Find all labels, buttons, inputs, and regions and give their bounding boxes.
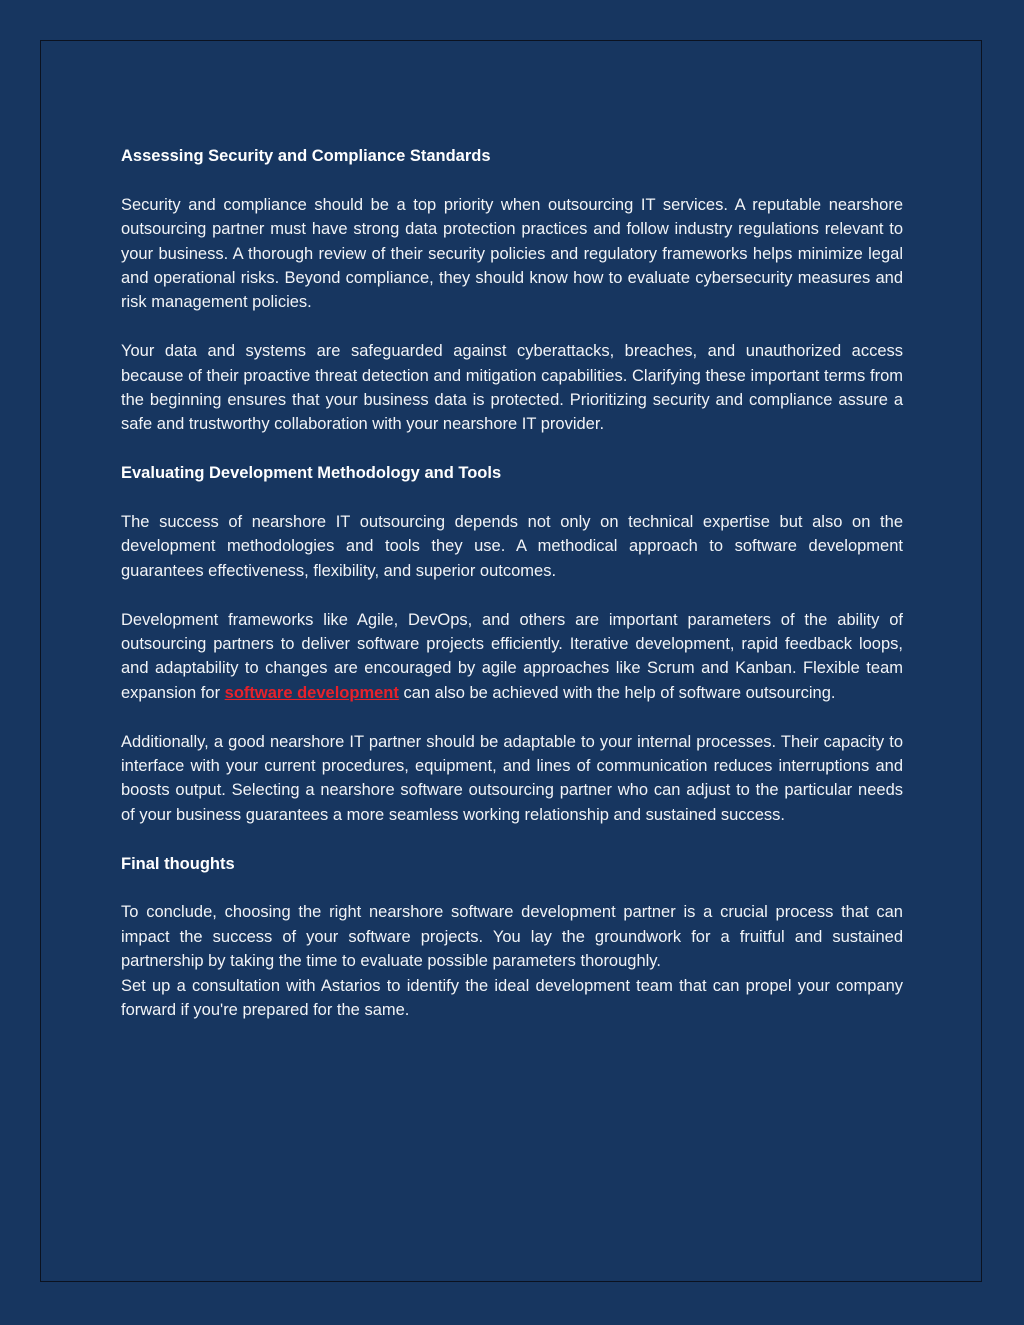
heading-final-thoughts: Final thoughts: [121, 854, 235, 873]
paragraph-final-1: To conclude, choosing the right nearshore software development partner is a crucial process that can impact the success of your software projects. You lay the groundwork for a fruitful and sustained partnership by taking the time to evaluate possible parameters thoroughly.: [121, 903, 903, 971]
paragraph-methodology-2: [121, 608, 903, 706]
paragraph-methodology-1: The success of nearshore IT outsourcing depends not only on technical expertise but also on the development methodologies and tools they use. A methodical approach to software development guarantees effectiveness, flexibility, and superior outcomes.: [121, 513, 903, 580]
heading-security-compliance: Assessing Security and Compliance Standards: [121, 147, 491, 165]
document-body: [121, 144, 903, 1023]
paragraph-security-1: Security and compliance should be a top priority when outsourcing IT services. A reputable nearshore outsourcing partner must have strong data protection practices and follow industry regulations relevant to your business. A thorough review of their security policies and regulatory frameworks helps minimize legal and operational risks. Beyond compliance, they should know how to evaluate cybersecurity measures and risk management policies.: [121, 195, 903, 312]
document-page: [40, 40, 982, 1282]
paragraph-security-2: Your data and systems are safeguarded against cyberattacks, breaches, and unauthorized access because of their proactive threat detection and mitigation capabilities. Clarifying these important terms from the beginning ensures that your business data is protected. Prioritizing security and compliance assure a safe and trustworthy collaboration with your nearshore IT provider.: [121, 342, 903, 434]
paragraph-methodology-2-end: can also be achieved with the help of software outsourcing.: [398, 683, 836, 702]
paragraph-methodology-2-start: Development frameworks like Agile, DevOps, and others are important parameters of the ability of outsourcing partners to deliver software projects efficiently. Iterative development, rapid feedback loops, and adaptability to changes are encouraged by agile approaches like Scrum and Kanban. Flexible team expansion for: [121, 610, 903, 702]
paragraph-methodology-3: Additionally, a good nearshore IT partner should be adaptable to your internal processes. Their capacity to interface with your current procedures, equipment, and lines of communication reduces interruptions and boosts output. Selecting a nearshore software outsourcing partner who can adjust to the particular needs of your business guarantees a more seamless working relationship and sustained success.: [121, 732, 903, 824]
paragraph-final-2: Set up a consultation with Astarios to identify the ideal development team that can propel your company forward if you're prepared for the same.: [121, 976, 903, 1020]
heading-development-methodology: Evaluating Development Methodology and Tools: [121, 464, 502, 483]
software-development-link[interactable]: software development: [224, 683, 399, 702]
